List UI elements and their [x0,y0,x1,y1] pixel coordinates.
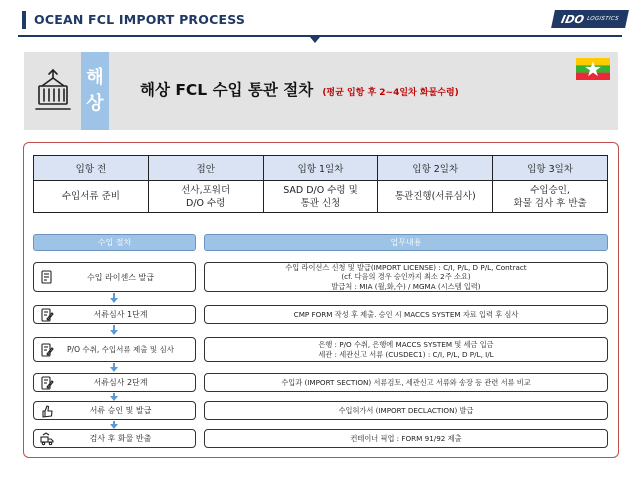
banner-vertical-bottom: 상 [86,93,104,114]
step-label: P/O 수취, 수입서류 제출 및 심사 [67,345,174,354]
page-title: OCEAN FCL IMPORT PROCESS [34,12,246,27]
banner-vertical-label [81,52,109,130]
logo-sub-text: LOGISTICS [586,16,620,22]
timeline-header: 입항 2일차 [378,156,493,181]
header-accent-bar [22,11,26,29]
step-box [33,429,196,448]
step-description: 수입과 (IMPORT SECTION) 서류검토, 세관신고 서류와 송장 등 관련 서류 비교 [204,373,608,392]
step-description: 은행 : P/O 수취, 은행에 MACCS SYSTEM 및 세금 입금 세관 : 세관신고 서류 (CUSDEC1) : C/I, P/L, D P/L, I/L [204,337,608,362]
timeline-cell: 수입승인, 화물 검사 후 반출 [493,181,608,213]
step-description: 컨테이너 픽업 : FORM 91/92 제출 [204,429,608,448]
step-label: 수입 라이센스 발급 [87,272,154,282]
timeline-cell: 통관진행(서류심사) [378,181,493,213]
timeline-cell: 수입서류 준비 [34,181,149,213]
flow-arrow-icon [110,330,118,335]
step-box [33,401,196,420]
timeline-header: 입항 전 [34,156,149,181]
section-header-details: 업무내용 [204,234,608,251]
step-box [33,373,196,392]
banner-heading [140,78,459,100]
timeline-header: 입항 3일차 [493,156,608,181]
timeline-cell: 선사,포워더 D/O 수령 [148,181,263,213]
header-pointer-icon [310,37,320,43]
banner-subtitle: (평균 입항 후 2~4일차 화물수령) [322,88,459,98]
banner-vertical-top: 해 [86,67,104,88]
timeline-header: 입항 1일차 [263,156,378,181]
step-box [33,262,196,292]
flow-arrow-icon [110,298,118,303]
logo-main-text: IDO [559,12,586,26]
flow-arrow-icon [110,367,118,372]
step-label: 서류심사 2단계 [93,378,148,387]
document-edit-icon [40,343,54,357]
page-header [0,0,640,36]
step-label: 서류심사 1단계 [93,310,148,319]
step-box [33,337,196,362]
document-edit-icon [40,376,54,390]
step-label: 검사 후 화물 반출 [89,434,152,443]
timeline-cell: SAD D/O 수령 및 통관 신청 [263,181,378,213]
step-description: 수입 라이선스 신청 및 발급(IMPORT LICENSE) : C/I, P/L, D P/L, Contract (cf. 다음의 경우 승인까지 최소 2주 소요) 발급처 : MIA (월,화,수) / MGMA (시스템 입력) [204,262,608,292]
banner-title: 해상 FCL 수입 통관 절차 [140,81,314,99]
container-crane-icon [34,68,72,112]
timeline-header-row [34,156,608,181]
step-description: 수입허가서 (IMPORT DECLACTION) 발급 [204,401,608,420]
step-box [33,305,196,324]
step-description: CMP FORM 작성 후 제출. 승인 시 MACCS SYSTEM 자료 입력 후 심사 [204,305,608,324]
truck-loading-icon [40,432,54,446]
document-edit-icon [40,308,54,322]
timeline-table [33,155,608,213]
title-banner [24,52,618,130]
header-divider [18,35,622,37]
company-logo [551,10,629,28]
section-header-procedure: 수입 절차 [33,234,196,251]
myanmar-flag-icon [576,58,610,80]
step-label: 서류 승인 및 발급 [89,406,152,415]
document-list-icon [40,270,54,284]
hand-approve-icon [40,404,54,418]
timeline-body-row [34,181,608,213]
timeline-header: 접안 [148,156,263,181]
